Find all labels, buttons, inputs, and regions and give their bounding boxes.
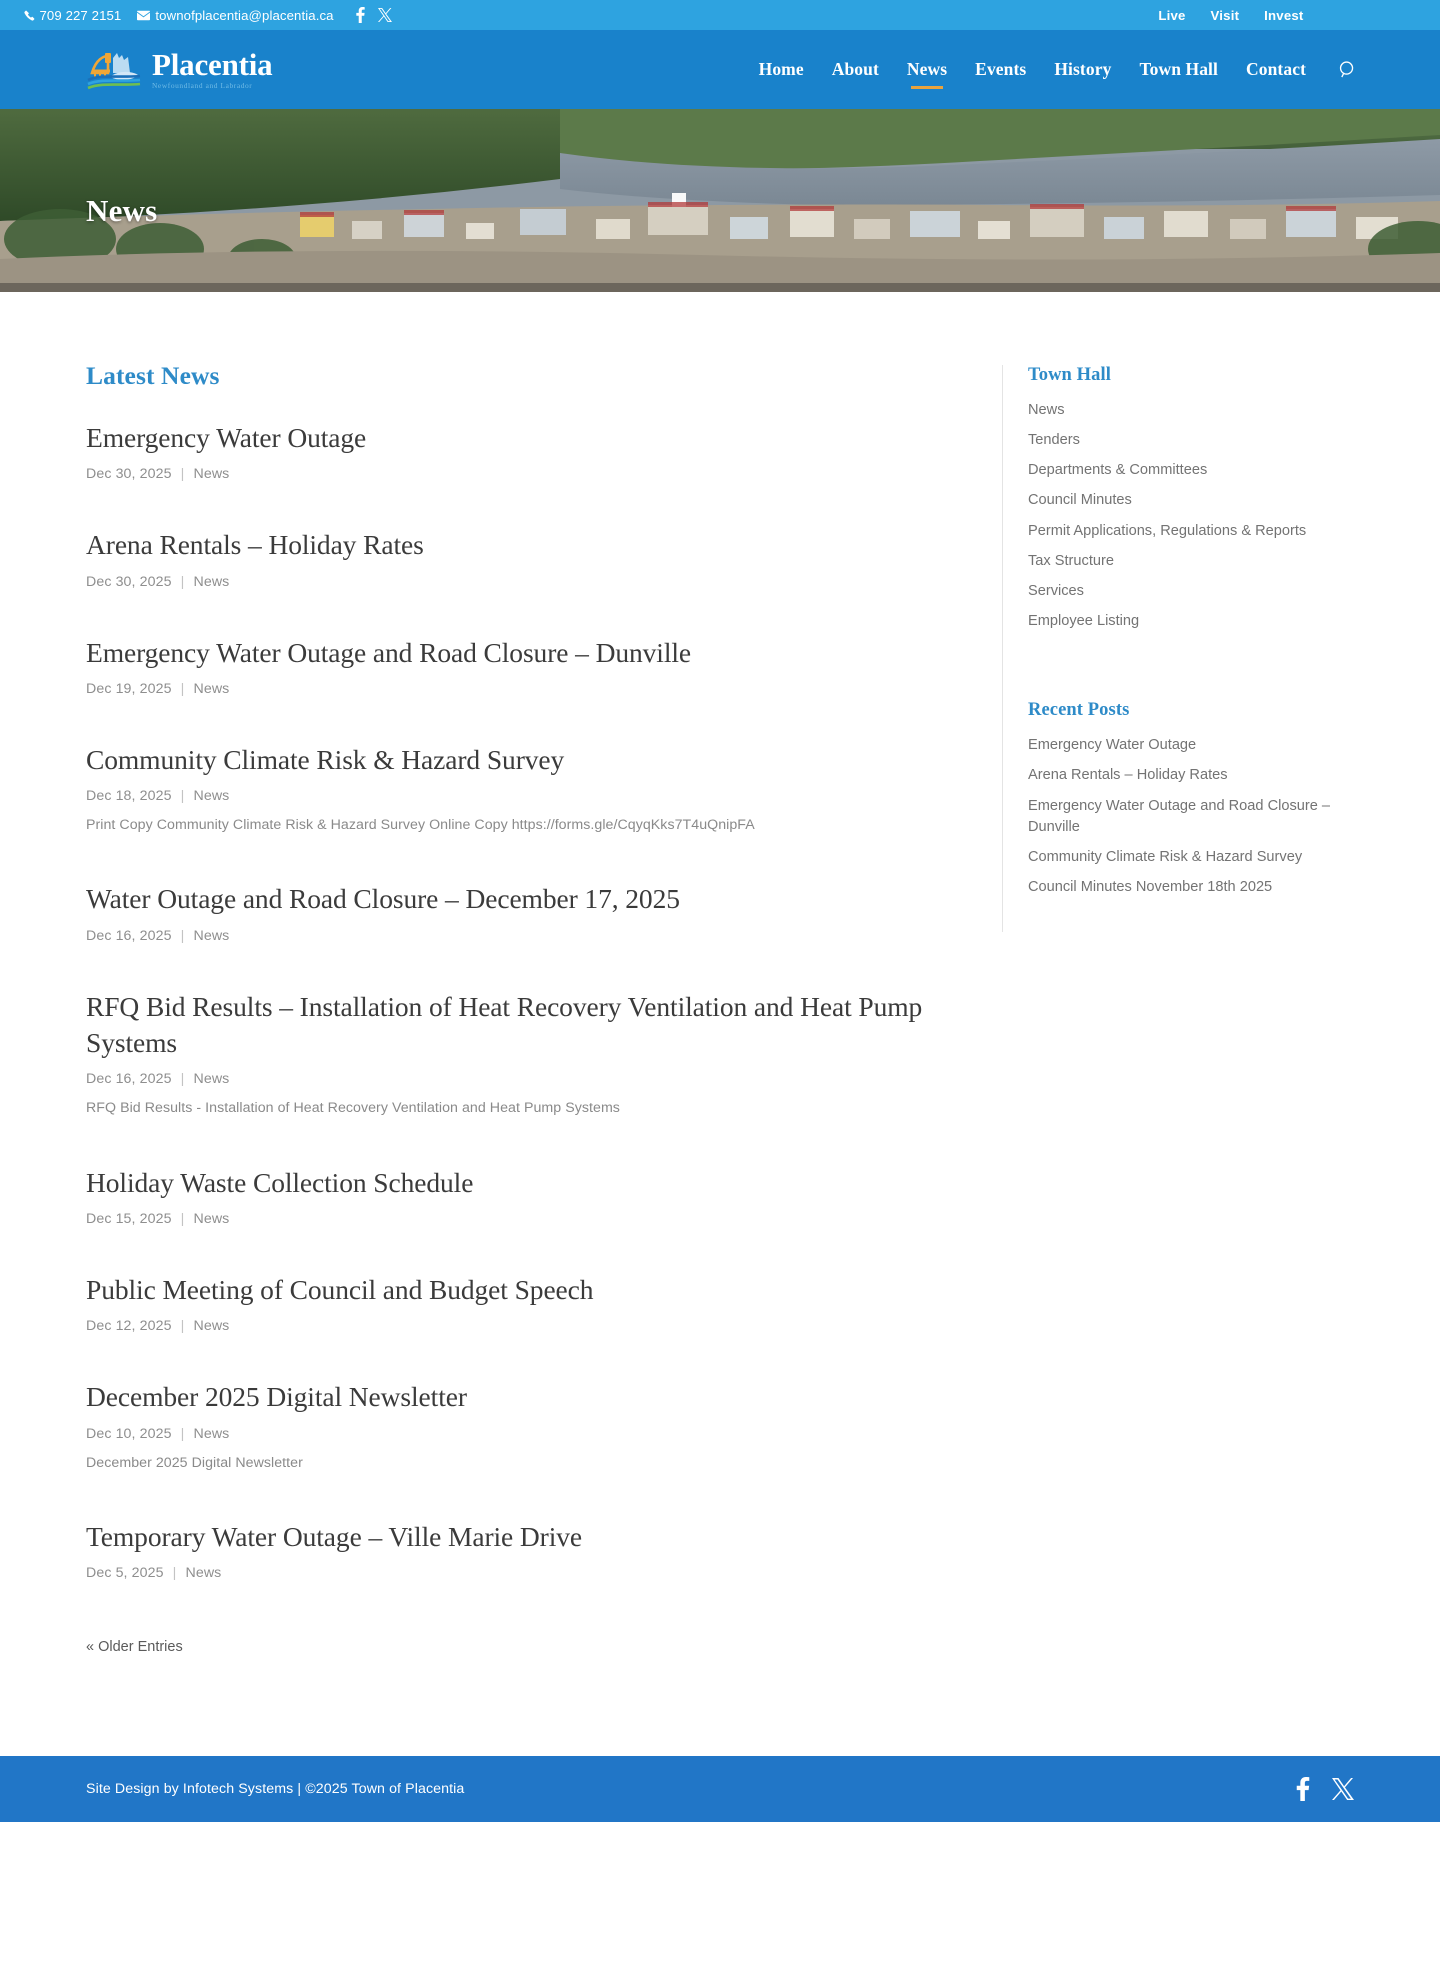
news-post	[86, 635, 942, 697]
phone-icon	[24, 10, 35, 21]
post-title-link[interactable]: Emergency Water Outage	[86, 422, 367, 453]
post-category-link[interactable]: News	[193, 1071, 230, 1088]
list-item	[1028, 581, 1354, 602]
post-meta	[86, 574, 942, 590]
email-link[interactable]	[137, 8, 333, 23]
recent-post-link[interactable]: Emergency Water Outage and Road Closure – Dunville	[1028, 797, 1331, 835]
section-title-latest-news: Latest News	[86, 361, 220, 390]
page-hero	[0, 109, 1440, 292]
post-title-link[interactable]: Holiday Waste Collection Schedule	[86, 1166, 474, 1198]
facebook-icon[interactable]	[356, 7, 365, 23]
post-title-link[interactable]: Temporary Water Outage – Ville Marie Drive	[86, 1520, 583, 1552]
post-meta	[86, 1211, 942, 1227]
x-twitter-icon[interactable]	[378, 8, 392, 22]
recent-post-link[interactable]: Community Climate Risk & Hazard Survey	[1028, 848, 1303, 865]
news-post	[86, 527, 942, 589]
post-title-link[interactable]: Arena Rentals – Holiday Rates	[86, 529, 424, 561]
nav-item-town-hall[interactable]: Town Hall	[1139, 59, 1218, 79]
post-meta	[86, 1426, 942, 1442]
top-utility-bar	[0, 0, 1440, 30]
brand-name: Placentia	[152, 47, 273, 83]
news-post	[86, 742, 942, 837]
news-post	[86, 1272, 942, 1334]
post-category-link[interactable]: News	[185, 1565, 222, 1582]
post-date: Dec 30, 2025	[86, 573, 172, 590]
news-post	[86, 1379, 942, 1474]
topbar-secondary-nav	[1158, 8, 1303, 23]
recent-post-link[interactable]: Emergency Water Outage	[1028, 737, 1197, 754]
post-category-link[interactable]: News	[193, 788, 230, 805]
news-post	[86, 881, 942, 943]
list-item	[1028, 400, 1354, 421]
primary-navigation	[745, 30, 1360, 109]
news-post	[86, 989, 942, 1120]
list-item	[1028, 551, 1354, 572]
meta-separator: |	[180, 1425, 185, 1442]
nav-item-contact[interactable]: Contact	[1246, 59, 1306, 79]
post-meta	[86, 788, 942, 804]
widget-recent-posts	[1002, 666, 1354, 932]
post-date: Dec 12, 2025	[86, 1318, 172, 1335]
post-date: Dec 16, 2025	[86, 927, 172, 944]
nav-item-about[interactable]: About	[831, 59, 879, 79]
sidebar-item-services[interactable]: Services	[1028, 582, 1084, 599]
meta-separator: |	[172, 1565, 177, 1582]
widget-title: Recent Posts	[1028, 700, 1130, 721]
search-icon[interactable]	[1334, 57, 1360, 83]
recent-post-link[interactable]: Arena Rentals – Holiday Rates	[1028, 767, 1228, 784]
widget-town-hall	[1002, 365, 1354, 666]
nav-item-history[interactable]: History	[1054, 59, 1112, 79]
main-column	[80, 361, 942, 1731]
site-logo-link[interactable]	[86, 47, 272, 93]
news-post	[86, 1519, 942, 1581]
meta-separator: |	[180, 1318, 185, 1335]
sidebar-item-council-minutes[interactable]: Council Minutes	[1028, 492, 1132, 509]
envelope-icon	[137, 10, 150, 21]
brand-tagline: Newfoundland and Labrador	[152, 81, 253, 91]
meta-separator: |	[180, 573, 185, 590]
meta-separator: |	[180, 466, 185, 483]
list-item	[1028, 735, 1354, 756]
post-title-link[interactable]: Community Climate Risk & Hazard Survey	[86, 743, 565, 775]
list-item	[1028, 847, 1354, 868]
sidebar	[942, 361, 1354, 932]
post-meta	[86, 1071, 942, 1087]
post-title-link[interactable]: Emergency Water Outage and Road Closure – Dunville	[86, 636, 692, 668]
meta-separator: |	[180, 1071, 185, 1088]
sidebar-item-tax-structure[interactable]: Tax Structure	[1028, 552, 1114, 569]
post-category-link[interactable]: News	[193, 1425, 230, 1442]
list-item	[1028, 521, 1354, 542]
post-date: Dec 5, 2025	[86, 1565, 164, 1582]
nav-item-news[interactable]: News	[893, 30, 961, 109]
sidebar-item-news[interactable]: News	[1028, 402, 1065, 418]
post-title-link[interactable]: December 2025 Digital Newsletter	[86, 1381, 467, 1413]
nav-item-home[interactable]: Home	[758, 59, 804, 79]
meta-separator: |	[180, 1210, 185, 1227]
topbar-link-invest[interactable]: Invest	[1264, 7, 1304, 23]
list-item	[1028, 796, 1354, 838]
post-excerpt: December 2025 Digital Newsletter	[86, 1454, 303, 1471]
older-entries-link[interactable]: « Older Entries	[86, 1639, 183, 1656]
post-date: Dec 18, 2025	[86, 788, 172, 805]
placentia-crest-icon	[86, 47, 142, 93]
post-excerpt: Print Copy Community Climate Risk & Hazard Survey Online Copy https://forms.gle/CqyqKks7T4uQnipFA	[86, 817, 755, 834]
post-category-link[interactable]: News	[193, 1318, 230, 1335]
post-category-link[interactable]: News	[193, 1210, 230, 1227]
post-category-link[interactable]: News	[193, 573, 230, 590]
list-item	[1028, 765, 1354, 786]
widget-title: Town Hall	[1028, 365, 1111, 385]
post-meta	[86, 1565, 942, 1581]
post-category-link[interactable]: News	[193, 680, 230, 697]
news-post	[86, 1165, 942, 1227]
post-date: Dec 30, 2025	[86, 466, 172, 483]
town-hall-menu	[1028, 400, 1354, 632]
post-date: Dec 16, 2025	[86, 1071, 172, 1088]
meta-separator: |	[180, 788, 185, 805]
post-date: Dec 10, 2025	[86, 1425, 172, 1442]
meta-separator: |	[180, 927, 185, 944]
page-title: News	[86, 192, 158, 228]
news-post	[86, 420, 942, 482]
post-title-link[interactable]: Water Outage and Road Closure – December 17, 2025	[86, 883, 680, 915]
nav-item-events[interactable]: Events	[975, 59, 1027, 79]
site-footer	[0, 1756, 1440, 1822]
sidebar-item-tenders[interactable]: Tenders	[1028, 432, 1080, 449]
post-date: Dec 15, 2025	[86, 1210, 172, 1227]
post-title-link[interactable]: Public Meeting of Council and Budget Speech	[86, 1273, 594, 1305]
sidebar-item-employee-listing[interactable]: Employee Listing	[1028, 613, 1140, 630]
list-item	[1028, 611, 1354, 632]
post-meta	[86, 1318, 942, 1334]
list-item	[1028, 877, 1354, 898]
phone-number: 709 227 2151	[39, 7, 122, 23]
recent-post-link[interactable]: Council Minutes November 18th 2025	[1028, 879, 1273, 896]
meta-separator: |	[180, 680, 185, 697]
facebook-icon[interactable]	[1296, 1777, 1310, 1801]
post-date: Dec 19, 2025	[86, 680, 172, 697]
footer-credit: Site Design by Infotech Systems | ©2025 Town of Placentia	[86, 1781, 465, 1798]
content-area	[80, 292, 1360, 1731]
post-meta	[86, 466, 942, 482]
email-address: townofplacentia@placentia.ca	[155, 7, 334, 23]
topbar-contact-group	[24, 7, 392, 23]
post-excerpt: RFQ Bid Results - Installation of Heat Recovery Ventilation and Heat Pump Systems	[86, 1100, 620, 1117]
sidebar-item-departments-committees[interactable]: Departments & Committees	[1028, 462, 1208, 479]
phone-link[interactable]	[24, 8, 122, 23]
post-category-link[interactable]: News	[193, 466, 230, 483]
footer-social-group	[1296, 1777, 1354, 1801]
pagination	[86, 1638, 942, 1731]
post-title-link[interactable]: RFQ Bid Results – Installation of Heat Recovery Ventilation and Heat Pump Systems	[86, 990, 923, 1059]
post-category-link[interactable]: News	[193, 927, 230, 944]
sidebar-item-permit-applications[interactable]: Permit Applications, Regulations & Reports	[1028, 522, 1307, 539]
topbar-social-group	[356, 7, 392, 23]
x-twitter-icon[interactable]	[1332, 1778, 1354, 1800]
recent-posts-list	[1028, 735, 1354, 898]
post-meta	[86, 928, 942, 944]
post-meta	[86, 681, 942, 697]
list-item	[1028, 490, 1354, 511]
list-item	[1028, 430, 1354, 451]
topbar-link-visit[interactable]: Visit	[1210, 7, 1240, 23]
site-header	[0, 30, 1440, 109]
topbar-link-live[interactable]: Live	[1158, 7, 1186, 23]
list-item	[1028, 460, 1354, 481]
